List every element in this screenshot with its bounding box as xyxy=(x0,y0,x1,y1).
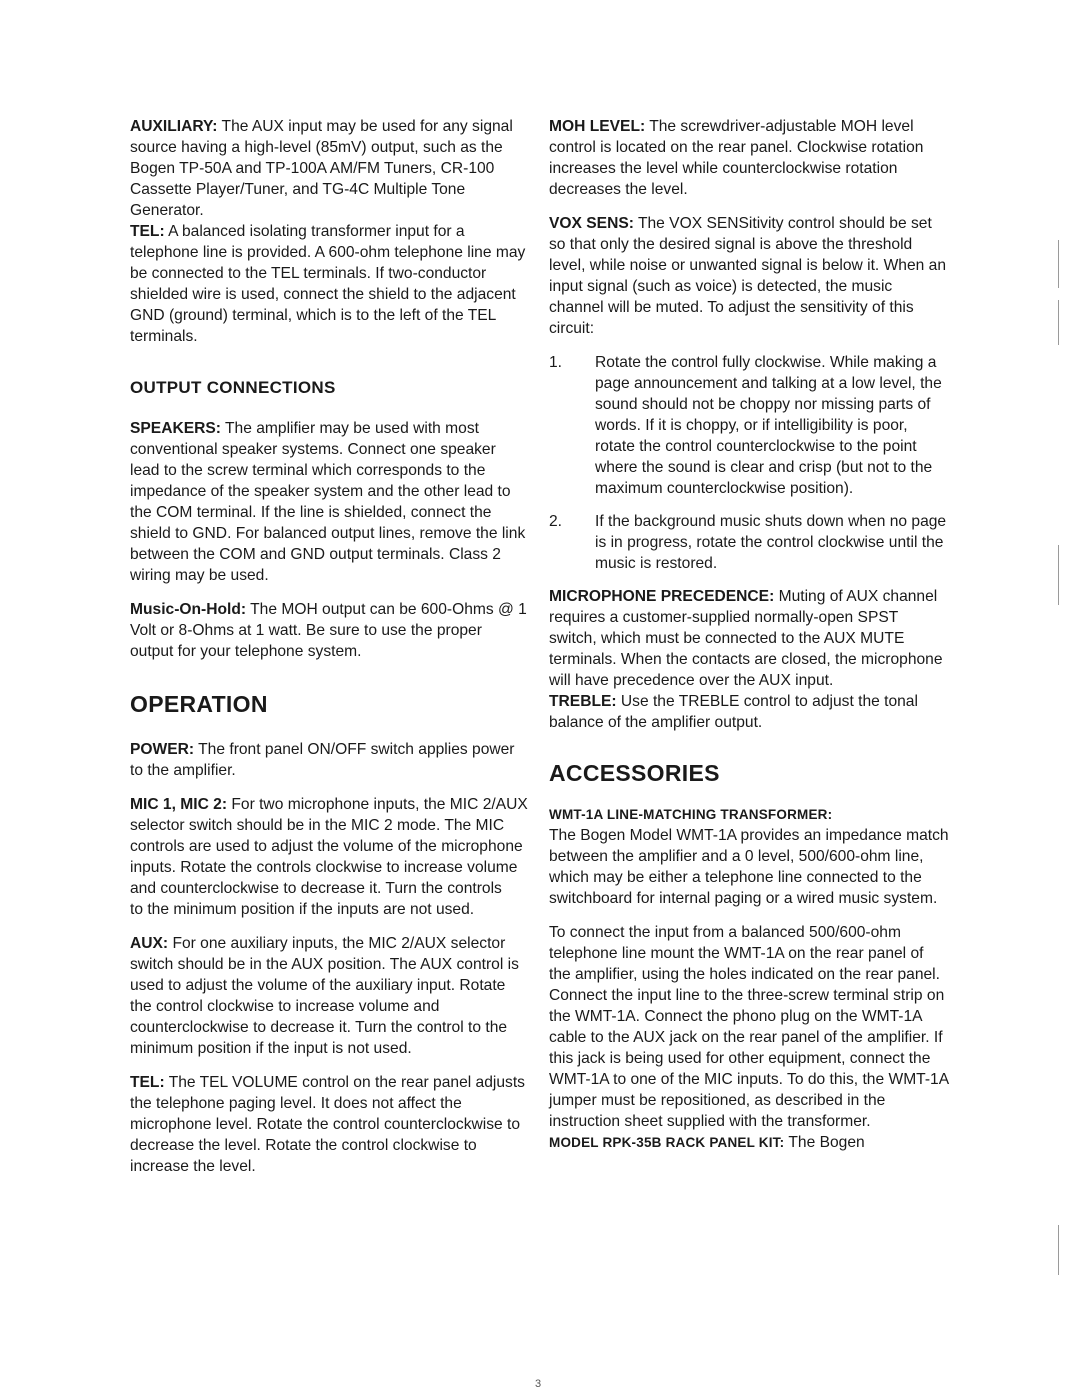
list-item-number: 2. xyxy=(549,513,563,530)
scan-edge-mark xyxy=(1058,300,1059,345)
tel-op-label: TEL: xyxy=(130,1074,165,1091)
rpk-text: The Bogen xyxy=(784,1134,865,1151)
list-item-number: 1. xyxy=(549,354,563,371)
scan-edge-mark xyxy=(1058,240,1059,288)
aux-op-paragraph xyxy=(130,933,528,1059)
tel-op-paragraph xyxy=(130,1072,528,1177)
speakers-paragraph xyxy=(130,418,528,586)
speakers-text: The amplifier may be used with most conventional speaker systems. Connect one speaker lead to the screw terminal which corresponds to the impedance of the speaker system and the other lead to the COM terminal. If the line is shielded, connect the shield to GND. For balanced output lines, remove the link between the COM and GND output terminals. Class 2 wiring may be used. xyxy=(130,420,526,584)
accessories-heading: ACCESSORIES xyxy=(549,760,720,786)
moh-level-text: The screwdriver-adjustable MOH level control is located on the rear panel. Clockwise rotation increases the level while counterclockwise rotation decreases the level. xyxy=(549,118,924,198)
mic-precedence-text: Muting of AUX channel requires a customer-supplied normally-open SPST switch, which must be connected to the AUX MUTE terminals. When the contacts are closed, the microphone will have precedence over the AUX input. xyxy=(549,588,943,689)
moh-text: The MOH output can be 600-Ohms @ 1 Volt or 8-Ohms at 1 watt. Be sure to use the proper output for your telephone system. xyxy=(130,601,527,660)
wmt-paragraph xyxy=(549,804,949,909)
mic-precedence-label: MICROPHONE PRECEDENCE: xyxy=(549,588,775,605)
wmt-label: WMT-1A LINE-MATCHING TRANSFORMER: xyxy=(549,807,833,822)
moh-label: Music-On-Hold: xyxy=(130,601,247,618)
connect-paragraph: To connect the input from a balanced 500/600-ohm telephone line mount the WMT-1A on the rear panel of the amplifier, using the holes indicated on the rear panel. Connect the input line to the three-screw terminal strip on the WMT-1A. Connect the phono plug on the WMT-1A cable to the AUX jack on the rear panel of the amplifier. If this jack is being used for other equipment, connect the WMT-1A to one of the MIC inputs. To do this, the WMT-1A jumper must be repositioned, as described in the instruction sheet supplied with the transformer. xyxy=(549,924,949,1130)
mic-label: MIC 1, MIC 2: xyxy=(130,796,228,813)
list-item xyxy=(549,352,949,499)
scan-edge-mark xyxy=(1058,545,1059,605)
moh-level-paragraph xyxy=(549,116,949,200)
speakers-label: SPEAKERS: xyxy=(130,420,221,437)
list-item-text: If the background music shuts down when no page is in progress, rotate the control clockwise until the music is restored. xyxy=(595,513,947,572)
tel-op-text: The TEL VOLUME control on the rear panel adjusts the telephone paging level. It does not affect the microphone level. Rotate the control counterclockwise to decrease the level. Rotate the control clockwise to increase the level. xyxy=(130,1074,525,1175)
power-label: POWER: xyxy=(130,741,195,758)
treble-text: Use the TREBLE control to adjust the tonal balance of the amplifier output. xyxy=(549,693,918,731)
mic-text: For two microphone inputs, the MIC 2/AUX selector switch should be in the MIC 2 mode. The MIC controls are used to adjust the volume of the microphone inputs. Rotate the controls clockwise to increase volume and counterclockwise to decrease it. Turn the controls xyxy=(130,796,528,897)
mic-precedence-paragraph xyxy=(549,586,949,691)
vox-paragraph xyxy=(549,213,949,339)
wmt-text: The Bogen Model WMT-1A provides an impedance match between the amplifier and a 0 level, 500/600-ohm line, which may be either a telephone line connected to the switchboard for internal paging or a wired music system. xyxy=(549,827,949,907)
operation-heading: OPERATION xyxy=(130,691,268,717)
moh-paragraph xyxy=(130,599,528,662)
list-item-text: Rotate the control fully clockwise. While making a page announcement and talking at a low level, the sound should not be choppy nor missing parts of words. If it is choppy, or if intelligibility is poor, rotate the control counterclockwise to the point where the sound is clear and crisp (but not to the maximum counterclockwise position). xyxy=(595,354,942,497)
tel-input-text: A balanced isolating transformer input for a telephone line is provided. A 600-ohm telephone line may be connected to the TEL terminals. If two-conductor shielded wire is used, connect the shield to the adjacent GND (ground) terminal, which is to the left of the TEL terminals. xyxy=(130,223,526,345)
moh-level-label: MOH LEVEL: xyxy=(549,118,646,135)
treble-paragraph xyxy=(549,691,949,733)
rpk-label: MODEL RPK-35B RACK PANEL KIT: xyxy=(549,1135,785,1150)
auxiliary-paragraph xyxy=(130,116,528,221)
aux-op-label: AUX: xyxy=(130,935,169,952)
tel-input-label: TEL: xyxy=(130,223,165,240)
aux-op-text: For one auxiliary inputs, the MIC 2/AUX selector switch should be in the AUX position. The AUX control is used to adjust the volume of the auxiliary input. Rotate the control clockwise to increase volume and counterclockwise to decrease it. Turn the control to the minimum position if the input is not used. xyxy=(130,935,519,1057)
treble-label: TREBLE: xyxy=(549,693,617,710)
mic-paragraph-continued: to the minimum position if the inputs are not used. xyxy=(130,901,475,918)
auxiliary-text: The AUX input may be used for any signal source having a high-level (85mV) output, such as the Bogen TP-50A and TP-100A AM/FM Tuners, CR-100 Cassette Player/Tuner, and TG-4C Multiple Tone Generator. xyxy=(130,118,513,219)
power-paragraph xyxy=(130,739,528,781)
output-connections-heading: OUTPUT CONNECTIONS xyxy=(130,378,336,397)
auxiliary-label: AUXILIARY: xyxy=(130,118,218,135)
left-column xyxy=(130,116,528,1190)
tel-input-paragraph xyxy=(130,221,528,347)
rpk-paragraph xyxy=(549,1132,949,1153)
list-item xyxy=(549,511,949,574)
power-text: The front panel ON/OFF switch applies power to the amplifier. xyxy=(130,741,515,779)
vox-text: The VOX SENSitivity control should be set so that only the desired signal is above the threshold level, while noise or unwanted signal is below it. When an input signal (such as voice) is detected, the music channel will be muted. To adjust the sensitivity of this circuit: xyxy=(549,215,946,337)
page-number: 3 xyxy=(535,1378,542,1390)
right-column xyxy=(549,116,949,1166)
mic-paragraph xyxy=(130,794,528,899)
vox-label: VOX SENS: xyxy=(549,215,634,232)
scan-edge-mark xyxy=(1058,1225,1059,1275)
